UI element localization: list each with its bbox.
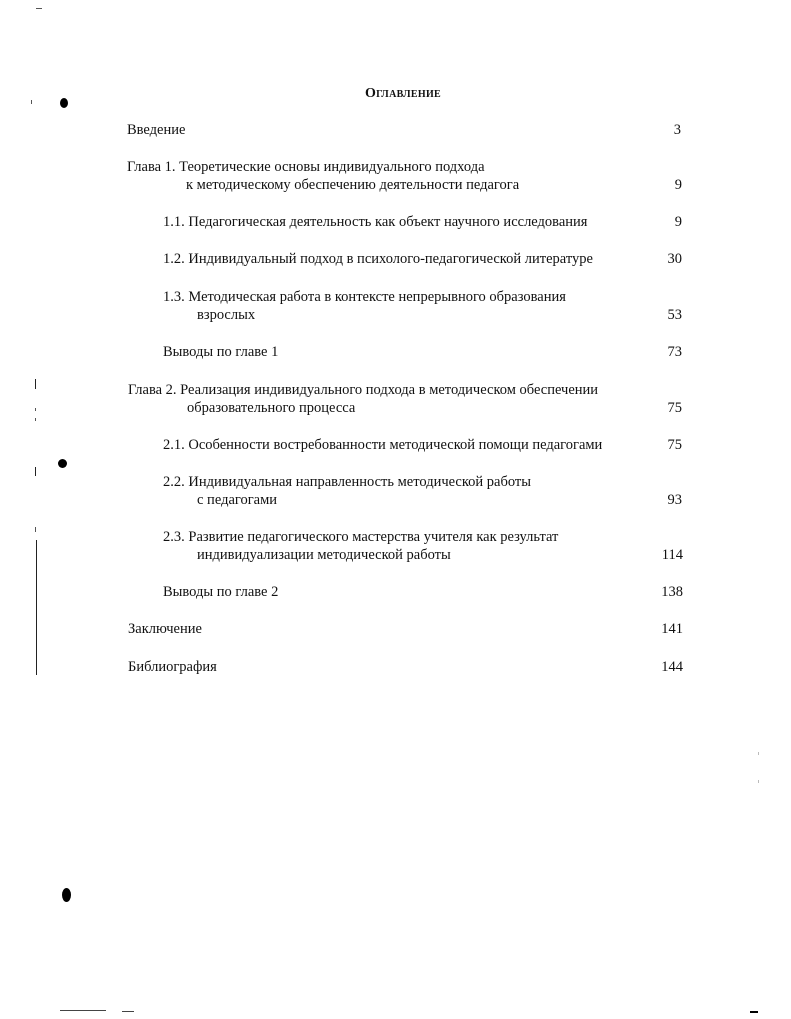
toc-entry-chapter-2-cont: образовательного процесса (187, 400, 356, 416)
margin-line (36, 540, 37, 675)
toc-page-number: 114 (661, 547, 683, 563)
toc-entry-section-1-3: 1.3. Методическая работа в контексте непрерывного образования (163, 289, 566, 305)
toc-page-number: 75 (667, 400, 682, 416)
scan-mark (122, 1011, 134, 1012)
scan-mark (35, 408, 36, 411)
toc-page-number: 9 (674, 214, 682, 230)
scan-mark (750, 1011, 758, 1013)
toc-entry-conclusion: Заключение (128, 621, 202, 637)
toc-page-number: 141 (661, 621, 683, 637)
toc-entry-section-1-1: 1.1. Педагогическая деятельность как объект научного исследования (163, 214, 588, 230)
scan-mark (35, 418, 36, 421)
toc-entry-section-2-3-cont: индивидуализации методической работы (197, 547, 451, 563)
toc-page-number: 73 (667, 344, 682, 360)
punch-hole-mark (58, 459, 67, 468)
toc-entry-introduction: Введение (127, 122, 186, 138)
scan-mark (758, 780, 759, 783)
toc-page-number: 75 (667, 437, 682, 453)
toc-entry-section-2-1: 2.1. Особенности востребованности методической помощи педагогами (163, 437, 603, 453)
toc-entry-chapter-1-cont: к методическому обеспечению деятельности педагога (186, 177, 520, 193)
scan-mark (35, 379, 36, 389)
toc-entry-conclusions-1: Выводы по главе 1 (163, 344, 279, 360)
toc-entry-section-2-2: 2.2. Индивидуальная направленность методической работы (163, 474, 532, 490)
toc-page-number: 9 (674, 177, 682, 193)
punch-hole-mark (62, 888, 71, 902)
toc-entry-conclusions-2: Выводы по главе 2 (163, 584, 279, 600)
page-title: Оглавление (364, 86, 442, 101)
toc-page-number: 53 (667, 307, 682, 323)
toc-entry-bibliography: Библиография (128, 659, 217, 675)
toc-entry-section-2-2-cont: с педагогами (197, 492, 278, 508)
scan-mark (60, 1010, 106, 1011)
toc-entry-section-1-2: 1.2. Индивидуальный подход в психолого-педагогической литературе (163, 251, 593, 267)
toc-entry-chapter-1: Глава 1. Теоретические основы индивидуального подхода (127, 159, 485, 175)
scan-mark (35, 527, 36, 532)
toc-entry-section-2-3: 2.3. Развитие педагогического мастерства учителя как результат (163, 529, 559, 545)
toc-page-number: 3 (673, 122, 681, 138)
toc-page-number: 30 (667, 251, 682, 267)
scan-mark (36, 8, 42, 9)
toc-entry-section-1-3-cont: взрослых (197, 307, 256, 323)
toc-entry-chapter-2: Глава 2. Реализация индивидуального подхода в методическом обеспечении (128, 382, 599, 398)
toc-page-number: 138 (661, 584, 683, 600)
scan-mark (758, 752, 759, 755)
toc-page-number: 144 (661, 659, 683, 675)
toc-page-number: 93 (667, 492, 682, 508)
scan-mark (35, 467, 36, 476)
